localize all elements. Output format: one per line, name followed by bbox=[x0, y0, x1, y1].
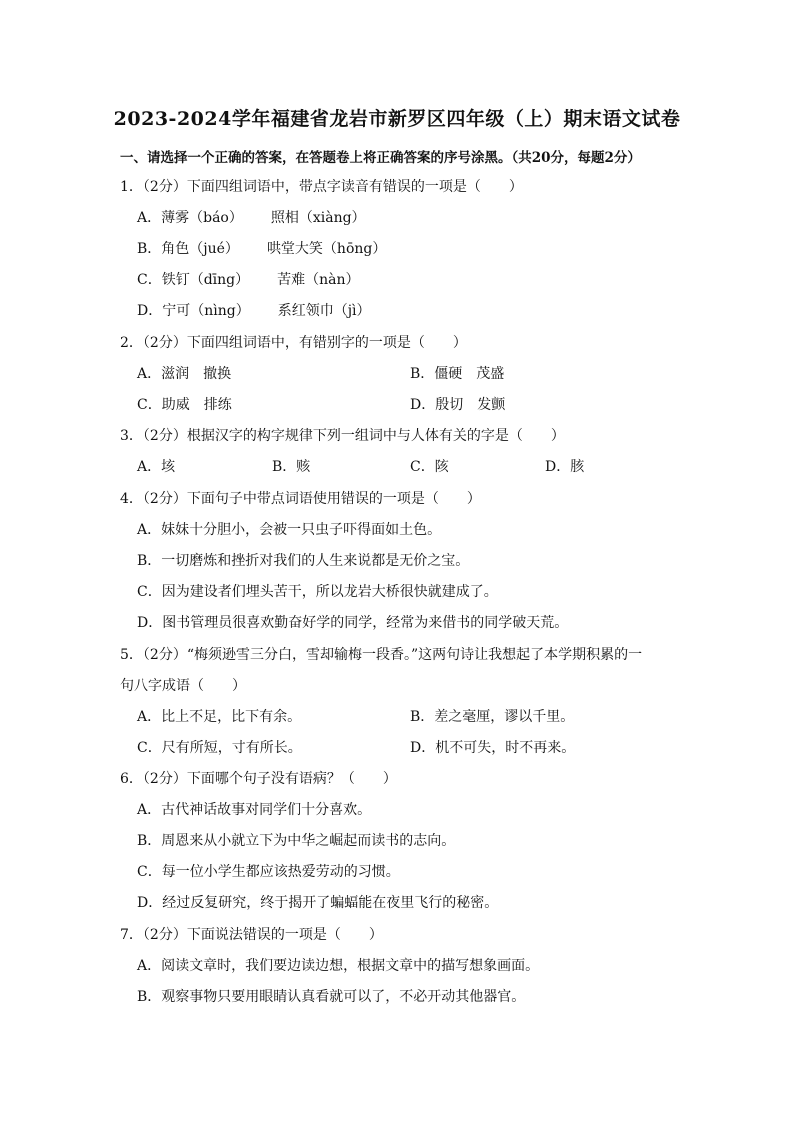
section-heading: 一、请选择一个正确的答案，在答题卷上将正确答案的序号涂黑。（共20分，每题2分） bbox=[120, 150, 641, 166]
q5-option-c[interactable]: C．尺有所短，寸有所长。 bbox=[137, 740, 302, 756]
q6-option-b[interactable]: B．周恩来从小就立下为中华之崛起而读书的志向。 bbox=[137, 833, 456, 849]
q2-option-c[interactable]: C．助威 排练 bbox=[137, 397, 232, 413]
q4-option-b[interactable]: B．一切磨炼和挫折对我们的人生来说都是无价之宝。 bbox=[137, 553, 470, 569]
q6-option-d[interactable]: D．经过反复研究，终于揭开了蝙蝠能在夜里飞行的秘密。 bbox=[137, 895, 499, 911]
question-2-stem: 2．（2分）下面四组词语中，有错别字的一项是（ ） bbox=[120, 335, 467, 351]
question-1-stem: 1．（2分）下面四组词语中，带点字读音有错误的一项是（ ） bbox=[120, 179, 523, 195]
question-6-stem: 6．（2分）下面哪个句子没有语病？（ ） bbox=[120, 771, 397, 787]
q1-option-c[interactable]: C．铁钉（dīng） 苦难（nàn） bbox=[137, 272, 360, 288]
q6-option-c[interactable]: C．每一位小学生都应该热爱劳动的习惯。 bbox=[137, 864, 400, 880]
q3-option-a[interactable]: A．垓 bbox=[137, 459, 176, 475]
q7-option-a[interactable]: A．阅读文章时，我们要边读边想，根据文章中的描写想象画面。 bbox=[137, 958, 540, 974]
q6-option-a[interactable]: A．古代神话故事对同学们十分喜欢。 bbox=[137, 802, 372, 818]
question-5-stem-line1: 5．（2分）“梅须逊雪三分白，雪却输梅一段香。”这两句诗让我想起了本学期积累的一 bbox=[120, 647, 643, 663]
question-7-stem: 7．（2分）下面说法错误的一项是（ ） bbox=[120, 927, 383, 943]
q3-option-d[interactable]: D．胲 bbox=[545, 459, 585, 475]
q2-option-a[interactable]: A．滋润 撤换 bbox=[137, 366, 232, 382]
q2-option-d[interactable]: D．殷切 发颤 bbox=[410, 397, 506, 413]
q3-option-b[interactable]: B．赅 bbox=[272, 459, 311, 475]
question-4-stem: 4．（2分）下面句子中带点词语使用错误的一项是（ ） bbox=[120, 491, 481, 507]
q7-option-b[interactable]: B．观察事物只要用眼睛认真看就可以了，不必开动其他器官。 bbox=[137, 989, 526, 1005]
q5-option-d[interactable]: D．机不可失，时不再来。 bbox=[410, 740, 576, 756]
question-3-stem: 3．（2分）根据汉字的构字规律下列一组词中与人体有关的字是（ ） bbox=[120, 428, 565, 444]
q4-option-c[interactable]: C．因为建设者们埋头苦干，所以龙岩大桥很快就建成了。 bbox=[137, 584, 498, 600]
q1-option-d[interactable]: D．宁可（nìng） 系红领巾（jì） bbox=[137, 303, 371, 319]
q3-option-c[interactable]: C．陔 bbox=[410, 459, 449, 475]
q5-option-a[interactable]: A．比上不足，比下有余。 bbox=[137, 709, 302, 725]
q4-option-d[interactable]: D．图书管理员很喜欢勤奋好学的同学，经常为来借书的同学破天荒。 bbox=[137, 615, 569, 631]
q4-option-a[interactable]: A．妹妹十分胆小，会被一只虫子吓得面如土色。 bbox=[137, 522, 442, 538]
question-5-stem-line2: 句八字成语（ ） bbox=[120, 678, 246, 694]
q1-option-a[interactable]: A．薄雾（báo） 照相（xiàng） bbox=[137, 210, 366, 226]
q5-option-b[interactable]: B．差之毫厘，谬以千里。 bbox=[410, 709, 575, 725]
q2-option-b[interactable]: B．僵硬 茂盛 bbox=[410, 366, 505, 382]
q1-option-b[interactable]: B．角色（jué） 哄堂大笑（hōng） bbox=[137, 241, 387, 257]
page-title: 2023-2024学年福建省龙岩市新罗区四年级（上）期末语文试卷 bbox=[113, 108, 681, 130]
